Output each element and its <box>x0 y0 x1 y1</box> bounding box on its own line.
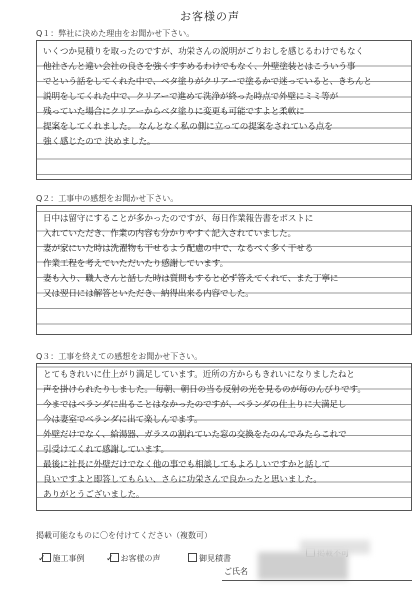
checkmark-icon: ✓ <box>38 554 46 564</box>
q1-line: 残っていた場合にクリアーからベタ塗りに変更も可能ですよと柔軟に <box>43 107 305 117</box>
q1-line: 他社さんと違い会社の良さを強くすすめるわけでもなく、外壁塗装とはこういう事 <box>43 62 356 72</box>
q2-line: 作業工程を考えていただいたり感謝しています。 <box>43 259 229 269</box>
checkmark-icon: ✓ <box>106 554 114 564</box>
q2-label: Q２：工事中の感想をお聞かせ下さい。 <box>36 194 179 203</box>
q1-line: 説明をしてくれた中で、クリアーで進めて洗浄が終った時点で外壁にミミ等が <box>43 92 339 102</box>
option-label: お客様の声 <box>120 554 161 563</box>
q3-line: 最後に社長に外壁だけでなく他の事でも相談してもよろしいですかと話して <box>43 460 331 470</box>
option-label: 御見積書 <box>199 554 231 563</box>
q2-line: 日中は留守にすることが多かったのですが、毎日作業報告書をポストに <box>43 214 314 224</box>
publish-permission-label: 掲載可能なものに〇を付けてください（複数可） <box>36 531 212 540</box>
q2-line: 妻が家にいた時は洗濯物も干せるよう配慮の中で、なるべく多く干せる <box>43 244 314 254</box>
name-redaction-blur <box>258 552 348 580</box>
option-customer-voice[interactable] <box>108 553 161 564</box>
q1-line: 提案をしてくれました。 なんとなく私の側に立っての提案をされている点を <box>43 122 333 132</box>
name-field-label: ご氏名 <box>224 567 248 576</box>
q2-line: 又は翌日には解答といただき、納得出来る内容でした。 <box>43 289 254 299</box>
checkbox-icon <box>188 553 197 562</box>
name-field-line <box>222 580 412 581</box>
q3-line: とてもきれいに仕上がり満足しています。近所の方からもきれいになりましたねと <box>43 370 355 380</box>
q3-line: 今まではベランダに出ることはなかったのですが、ベランダの仕上りに大満足し <box>43 400 347 410</box>
q3-label: Q３：工事を終えての感想をお聞かせ下さい。 <box>36 352 203 361</box>
q2-line: 入れていただき、作業の内容も分かりやすく記入されていました。 <box>43 229 296 239</box>
q3-line: 良いですよと即答してもらい、さらに功栄さんで良かったと思いました。 <box>43 475 322 485</box>
q2-line: 妻も入り、職人さんと話した時は質問もすると必ず答えてくれて、また丁寧に <box>43 274 339 284</box>
q3-line: ありがとうございました。 <box>43 490 145 500</box>
q3-line: 今は妻室でベランダに出て楽しんでます。 <box>43 415 203 425</box>
q1-line: いくつか見積りを取ったのですが、功栄さんの説明がごりおしを感じるわけでもなく <box>43 47 364 57</box>
q3-answer-box <box>36 363 412 511</box>
q1-line: 強く感じたので 決めました。 <box>43 137 156 147</box>
q3-line: 外壁だけでなく、給湯器、ガラスの割れていた窓の交換をたのんでみたらこれで <box>43 430 347 440</box>
q2-answer-box <box>36 205 412 335</box>
option-construction-cases[interactable] <box>40 553 85 564</box>
q3-line: 引受けてくれて感謝しています。 <box>43 445 169 455</box>
option-estimate[interactable] <box>188 553 231 564</box>
option-label: 施工事例 <box>52 554 85 563</box>
page-title: お客様の声 <box>180 10 240 23</box>
q1-label: Q１：弊社に決めた理由をお聞かせ下さい。 <box>36 29 195 38</box>
q1-answer-box <box>36 40 412 180</box>
q1-line: でという話をしてくれた中で、ベタ塗りがクリアーで塗るかで迷っていると、きちんと <box>43 77 372 87</box>
q3-line: 声を掛けられたりしました。 毎朝、朝日の当る反射の光を見るのが毎のんびりです。 <box>43 385 366 395</box>
